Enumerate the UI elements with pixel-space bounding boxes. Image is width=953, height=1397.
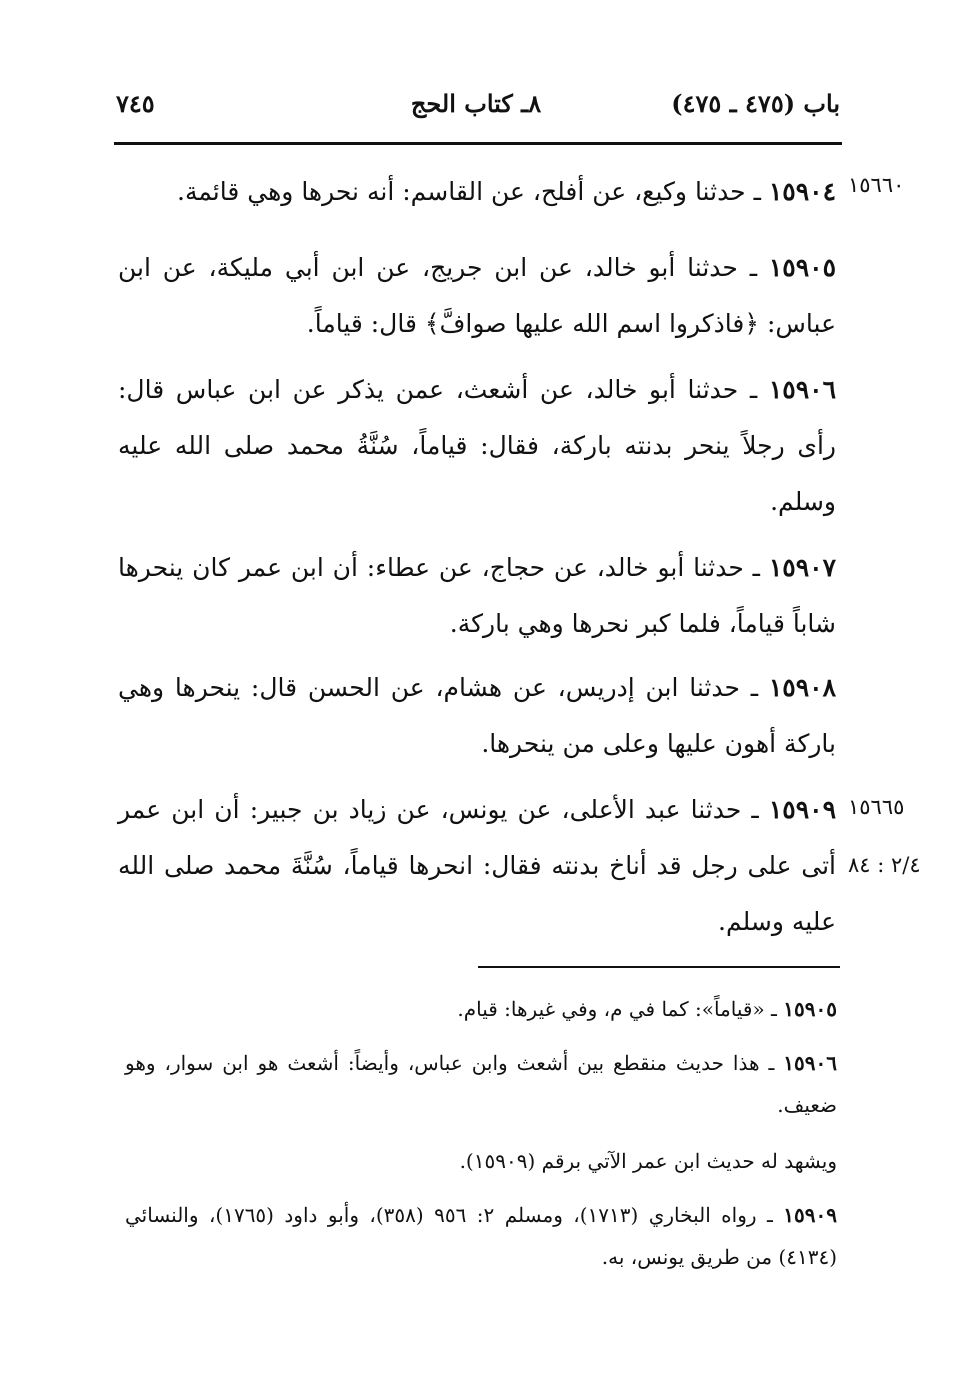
- footnote: [125, 988, 837, 1030]
- footnote-number: ١٥٩٠٦: [783, 1051, 837, 1075]
- margin-reference: ١٥٦٦٥: [848, 795, 905, 819]
- hadith-number: ١٥٩٠٩: [768, 795, 836, 824]
- footnote-text: ـ رواه البخاري (١٧١٣)، ومسلم ٢: ٩٥٦ (٣٥٨)، وأبو داود (١٧٦٥)، والنسائي (٤١٣٤) من طريق يونس، به.: [125, 1203, 837, 1269]
- chapter-reference: باب (٤٧٥ ـ ٤٧٥): [671, 89, 840, 118]
- hadith-text: ـ حدثنا أبو خالد، عن أشعث، عمن يذكر عن ابن عباس قال: رأى رجلاً ينحر بدنته باركة، فقال: قياماً، سُنَّةُ محمد صلى الله عليه وسلم.: [118, 375, 836, 516]
- hadith-number: ١٥٩٠٥: [768, 253, 836, 282]
- hadith-number: ١٥٩٠٨: [768, 673, 836, 702]
- hadith-paragraph: [118, 782, 836, 950]
- hadith-number: ١٥٩٠٦: [768, 375, 836, 404]
- header-rule: [114, 142, 842, 145]
- footnote-text: ـ «قياماً»: كما في م، وفي غيرها: قيام.: [457, 997, 784, 1021]
- footnote-text: ـ هذا حديث منقطع بين أشعث وابن عباس، وأيضاً: أشعث هو ابن سوار، وهو ضعيف.: [125, 1051, 837, 1117]
- footnote: [125, 1042, 837, 1126]
- book-title: ٨ـ كتاب الحج: [410, 89, 542, 118]
- hadith-text: ـ حدثنا وكيع، عن أفلح، عن القاسم: أنه نحرها وهي قائمة.: [177, 177, 769, 206]
- hadith-paragraph: [118, 164, 836, 220]
- footnote-rule: [478, 966, 840, 968]
- hadith-paragraph: [118, 362, 836, 530]
- hadith-text: ـ حدثنا ابن إدريس، عن هشام، عن الحسن قال: ينحرها وهي باركة أهون عليها وعلى من ينحرها.: [118, 673, 836, 758]
- hadith-number: ١٥٩٠٤: [768, 177, 836, 206]
- page-number: ٧٤٥: [116, 89, 155, 118]
- hadith-paragraph: [118, 660, 836, 772]
- footnote: [125, 1140, 837, 1182]
- footnote-number: ١٥٩٠٥: [783, 997, 837, 1021]
- footnote: [125, 1194, 837, 1278]
- margin-reference: ٢/٤ : ٨٤: [848, 853, 921, 877]
- hadith-number: ١٥٩٠٧: [768, 553, 836, 582]
- footnote-number: ١٥٩٠٩: [783, 1203, 837, 1227]
- hadith-paragraph: [118, 540, 836, 652]
- hadith-text: ـ حدثنا أبو خالد، عن ابن جريج، عن ابن أبي مليكة، عن ابن عباس: ﴿فاذكروا اسم الله عليها صوافَّ﴾ قال: قياماً.: [118, 253, 836, 338]
- footnote-text: ويشهد له حديث ابن عمر الآتي برقم (١٥٩٠٩).: [459, 1149, 837, 1173]
- hadith-paragraph: [118, 240, 836, 352]
- hadith-text: ـ حدثنا عبد الأعلى، عن يونس، عن زياد بن جبير: أن ابن عمر أتى على رجل قد أناخ بدنته فقال: انحرها قياماً، سُنَّةَ محمد صلى الله عليه وسلم.: [118, 795, 836, 936]
- margin-reference: ١٥٦٦٠: [848, 173, 905, 197]
- hadith-text: ـ حدثنا أبو خالد، عن حجاج، عن عطاء: أن ابن عمر كان ينحرها شاباً قياماً، فلما كبر نحرها وهي باركة.: [118, 553, 836, 638]
- page-header: [112, 86, 840, 126]
